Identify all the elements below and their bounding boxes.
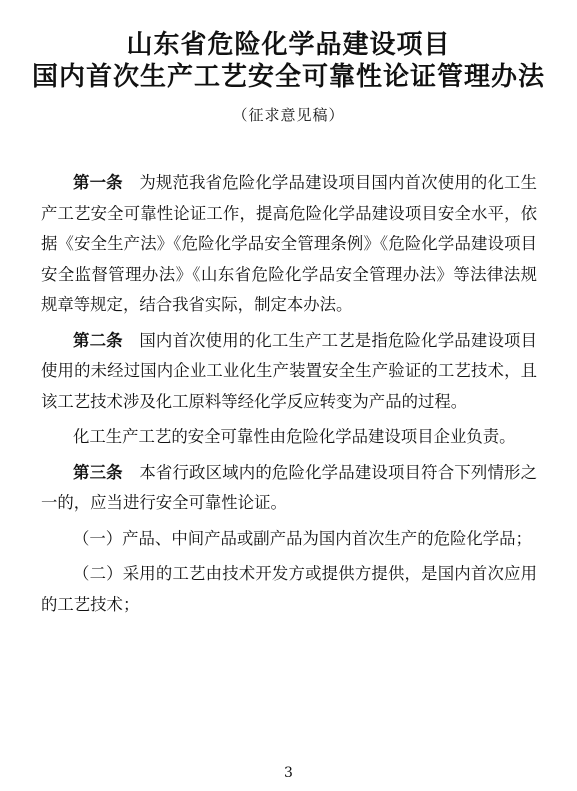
article-1-paragraph [41, 168, 537, 321]
article-3-paragraph [41, 458, 537, 519]
article-2-responsibility-paragraph [41, 422, 537, 453]
article-3-item-1-paragraph [41, 524, 537, 555]
document-title-line-2: 国内首次生产工艺安全可靠性论证管理办法 [31, 62, 545, 92]
document-body [41, 168, 537, 625]
article-3-item-1-text: （一）产品、中间产品或副产品为国内首次生产的危险化学品； [73, 528, 532, 548]
article-3-spacer [123, 463, 140, 482]
article-3-text: 本省行政区域内的危险化学品建设项目符合下列情形之一的，应当进行安全可靠性论证。 [41, 462, 537, 512]
article-3-item-2-text: （二）采用的工艺由技术开发方或提供方提供，是国内首次应用的工艺技术； [41, 564, 537, 614]
document-title-line-1: 山东省危险化学品建设项目 [126, 30, 451, 60]
page-number: 3 [284, 765, 293, 781]
article-2-spacer [123, 331, 140, 350]
article-1-text: 为规范我省危险化学品建设项目国内首次使用的化工生产工艺安全可靠性论证工作，提高危险化学品建设项目安全水平，依据《安全生产法》《危险化学品安全管理条例》《危险化学品建设项目安全监督管理办法》《山东省危险化学品安全管理办法》等法律法规规章等规定，结合我省实际，制定本办法。 [41, 173, 537, 314]
article-3-item-2-paragraph [41, 559, 537, 620]
article-2-paragraph [41, 326, 537, 418]
article-2-text: 国内首次使用的化工生产工艺是指危险化学品建设项目使用的未经过国内企业工业化生产装置安全生产验证的工艺技术，且该工艺技术涉及化工原料等经化学反应转变为产品的过程。 [41, 330, 537, 411]
document-subtitle: （征求意见稿） [232, 106, 345, 124]
article-2-responsibility-text: 化工生产工艺的安全可靠性由危险化学品建设项目企业负责。 [73, 427, 516, 446]
article-1-label: 第一条 [73, 173, 123, 192]
article-1-spacer [123, 173, 140, 192]
article-3-label: 第三条 [73, 462, 123, 482]
article-2-label: 第二条 [73, 330, 123, 350]
